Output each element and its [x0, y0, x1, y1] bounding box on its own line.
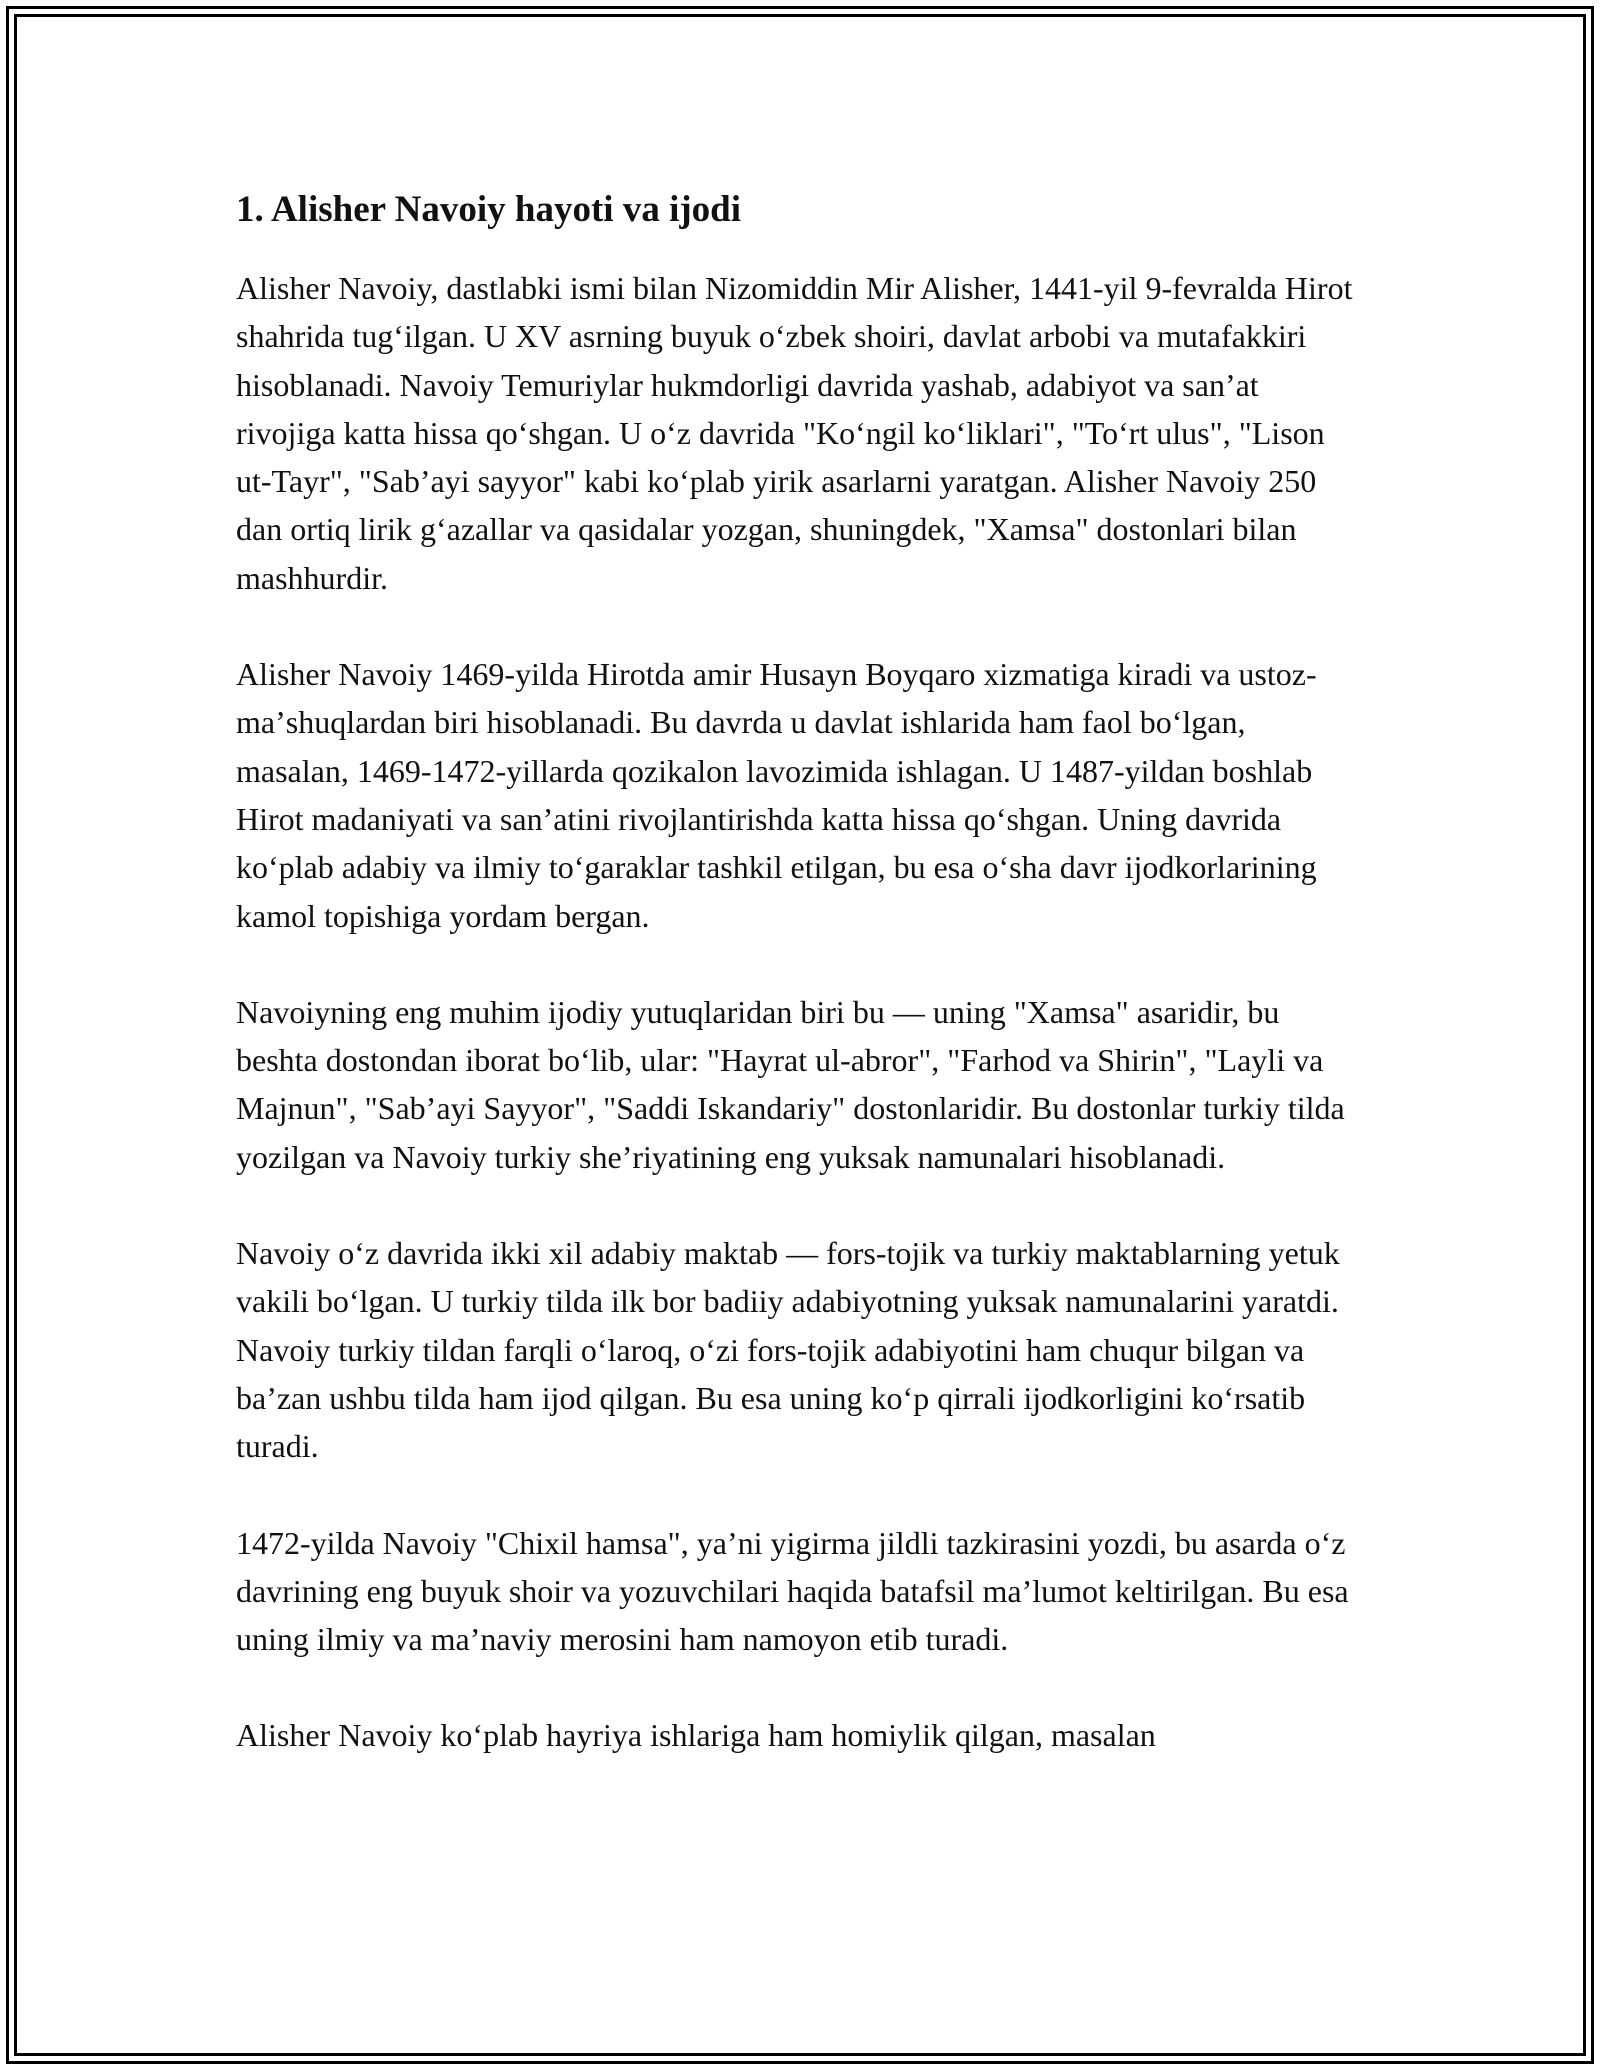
section-heading: 1. Alisher Navoiy hayoti va ijodi	[236, 189, 742, 230]
paragraph-6: Alisher Navoiy koʻplab hayriya ishlariga ham homiylik qilgan, masalan	[236, 1717, 1156, 1754]
paragraph-3: Navoiyning eng muhim ijodiy yutuqlaridan biri bu — uning "Xamsa" asaridir, bu beshta dostondan iborat boʻlib, ular: "Hayrat ul-abror", "Farhod va Shirin", "Layli va Majnun", "Sabʼayi Sayyor", "Saddi Iskandariy" dostonlaridir. Bu dostonlar turkiy tilda yozilgan va Navoiy turkiy sheʼriyatining eng yuksak namunalari hisoblanadi.	[236, 993, 1345, 1175]
paragraph-4: Navoiy oʻz davrida ikki xil adabiy maktab — fors-tojik va turkiy maktablarning yetuk vakili boʻlgan. U turkiy tilda ilk bor badiiy adabiyotning yuksak namunalarini yaratdi. Navoiy turkiy tildan farqli oʻlaroq, oʻzi fors-tojik adabiyotini ham chuqur bilgan va baʼzan ushbu tilda ham ijod qilgan. Bu esa uning koʻp qirrali ijodkorligini koʻrsatib turadi.	[236, 1235, 1340, 1465]
paragraph-1: Alisher Navoiy, dastlabki ismi bilan Nizomiddin Mir Alisher, 1441-yil 9-fevralda Hirot shahrida tugʻilgan. U XV asrning buyuk oʻzbek shoiri, davlat arbobi va mutafakkiri hisoblanadi. Navoiy Temuriylar hukmdorligi davrida yashab, adabiyot va sanʼat rivojiga katta hissa qoʻshgan. U oʻz davrida "Koʻngil koʻliklari", "Toʻrt ulus", "Lison ut-Tayr", "Sabʼayi sayyor" kabi koʻplab yirik asarlarni yaratgan. Alisher Navoiy 250 dan ortiq lirik gʻazallar va qasidalar yozgan, shuningdek, "Xamsa" dostonlari bilan mashhurdir.	[236, 270, 1353, 596]
document-body	[236, 184, 1366, 1808]
paragraph-5: 1472-yilda Navoiy "Chixil hamsa", yaʼni yigirma jildli tazkirasini yozdi, bu asarda oʻz davrining eng buyuk shoir va yozuvchilari haqida batafsil maʼlumot keltirilgan. Bu esa uning ilmiy va maʼnaviy merosini ham namoyon etib turadi.	[236, 1524, 1349, 1658]
paragraph-2: Alisher Navoiy 1469-yilda Hirotda amir Husayn Boyqaro xizmatiga kiradi va ustoz-maʼshuqlardan biri hisoblanadi. Bu davrda u davlat ishlarida ham faol boʻlgan, masalan, 1469-1472-yillarda qozikalon lavozimida ishlagan. U 1487-yildan boshlab Hirot madaniyati va sanʼatini rivojlantirishda katta hissa qoʻshgan. Uning davrida koʻplab adabiy va ilmiy toʻgaraklar tashkil etilgan, bu esa oʻsha davr ijodkorlarining kamol topishiga yordam bergan.	[236, 656, 1317, 934]
